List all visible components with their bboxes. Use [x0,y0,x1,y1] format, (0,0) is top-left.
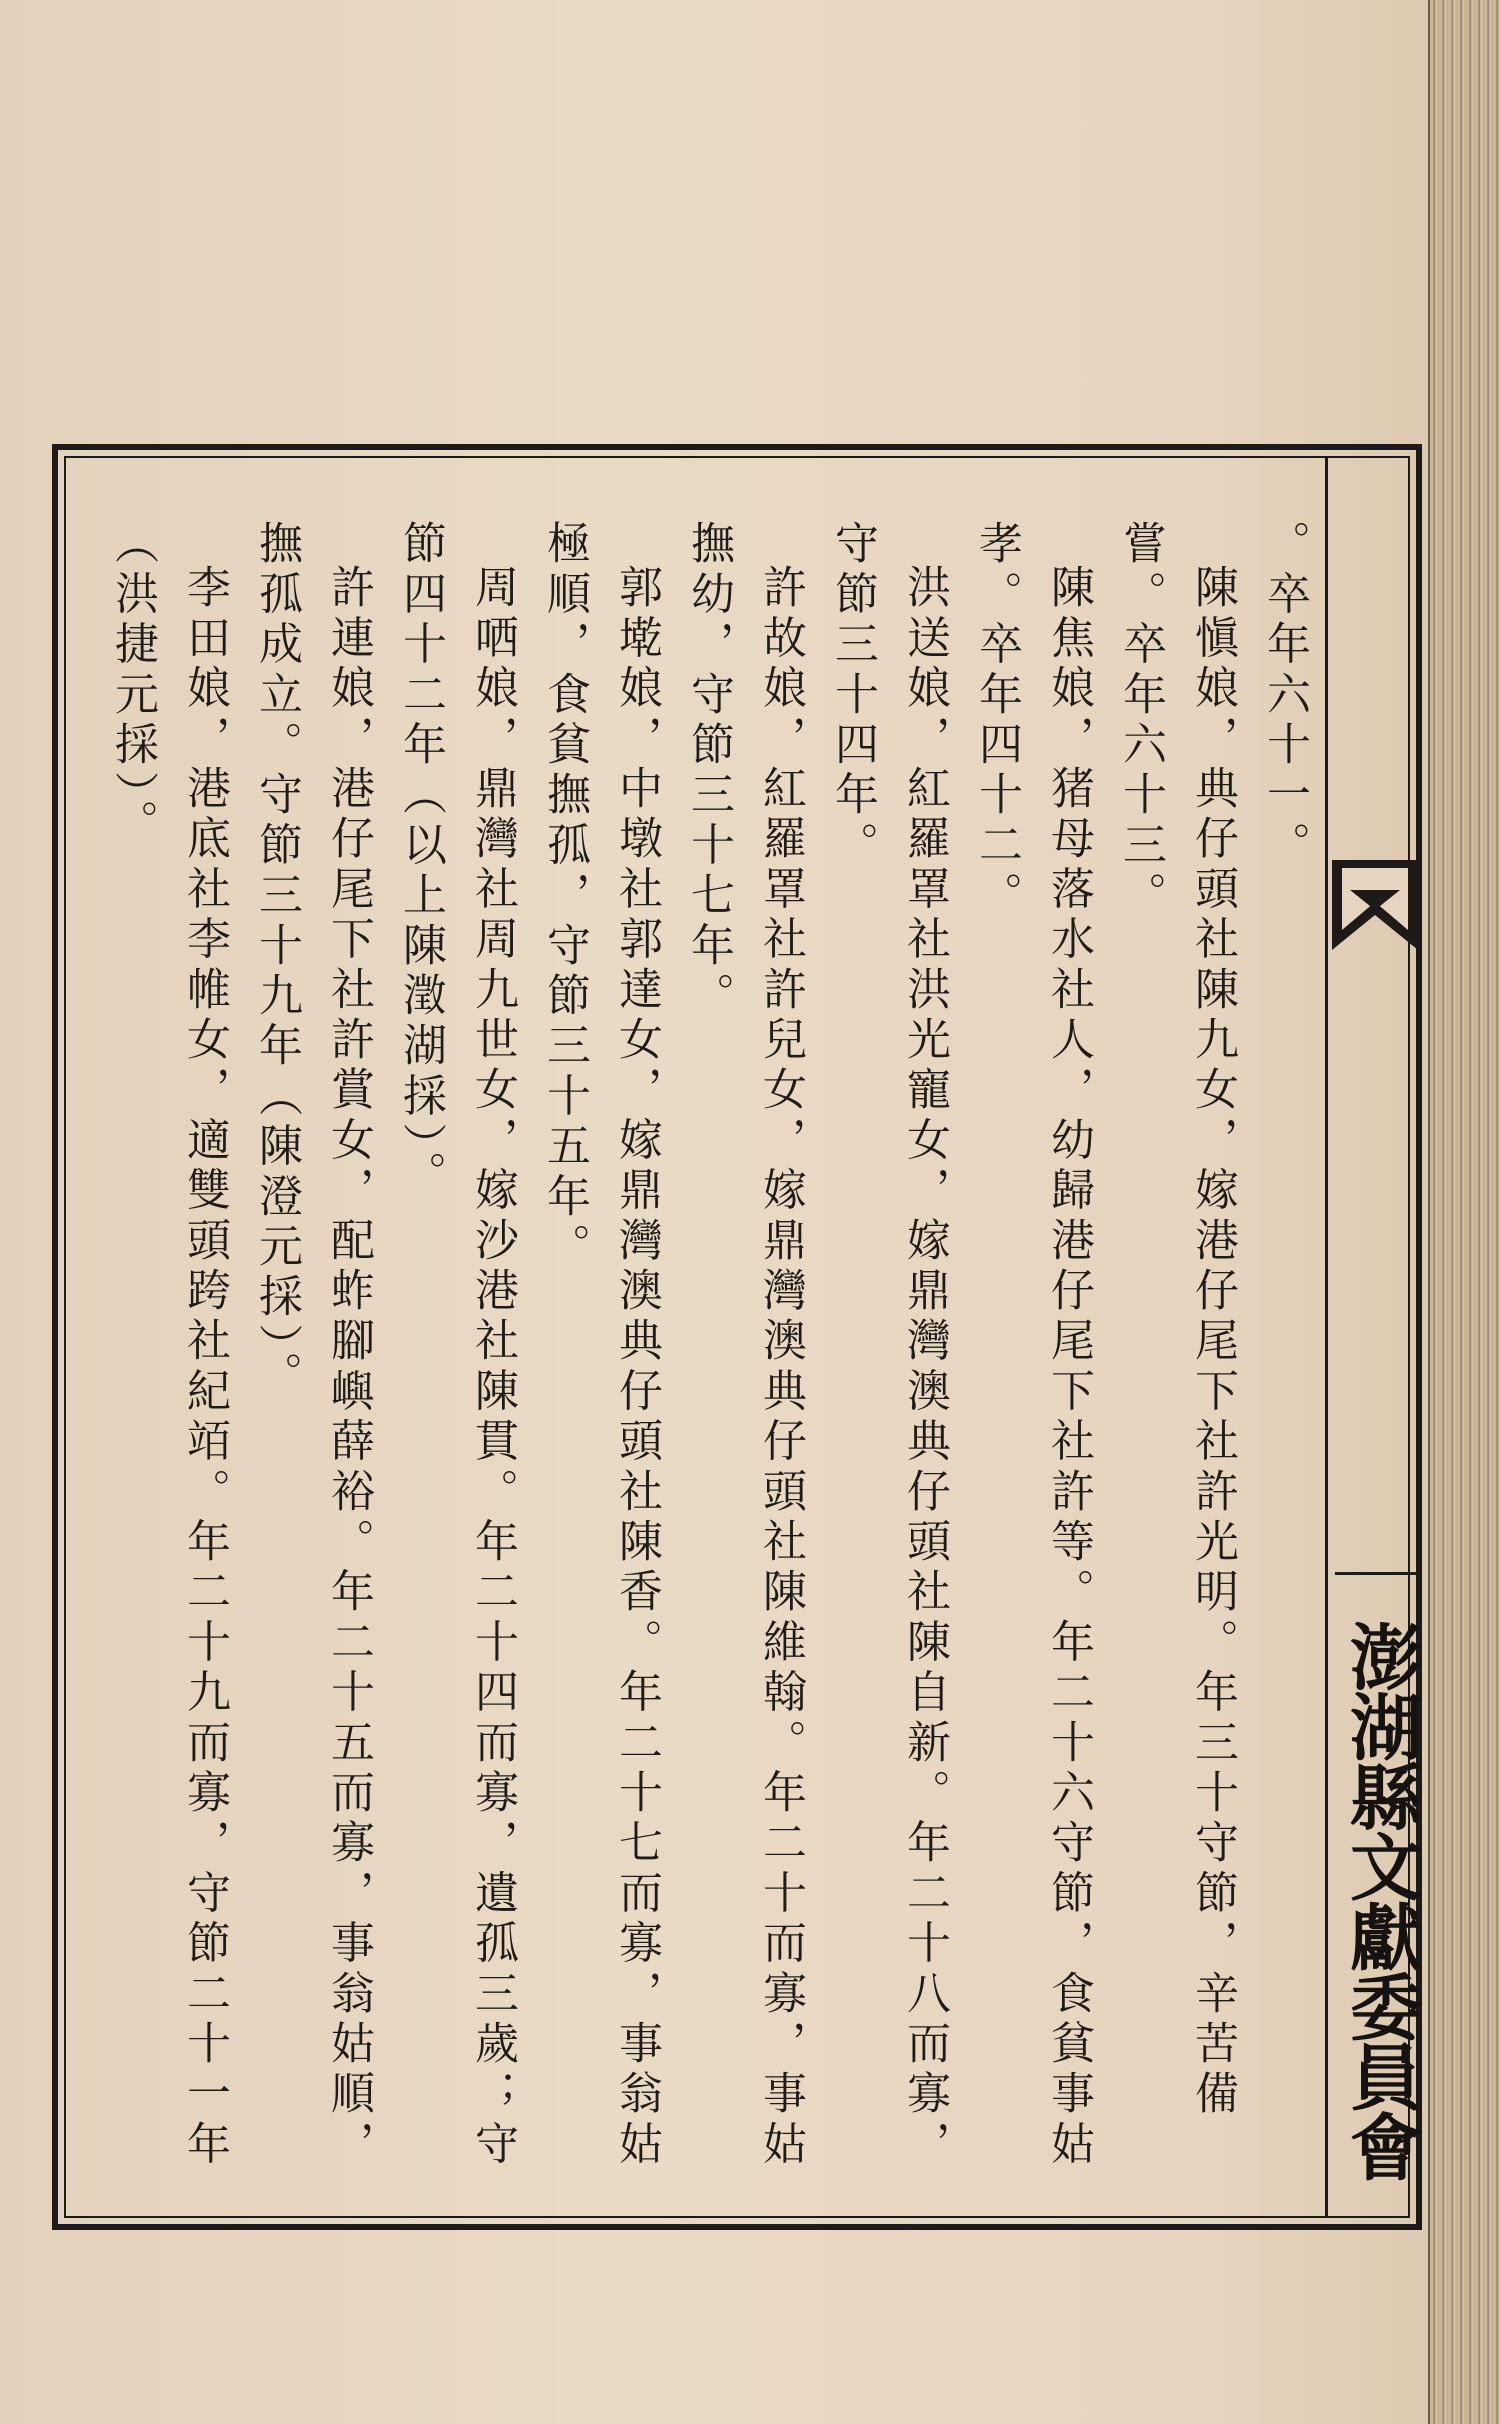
text-paragraph: 洪送娘，紅羅罩社洪光寵女，嫁鼎灣澳典仔頭社陳自新。年二十八而寡，守節三十四年。 [827,520,950,2171]
publisher-title: 澎湖縣文獻委員會 [1338,1620,1423,2180]
column-divider [1325,456,1328,2218]
text-paragraph: 周哂娘，鼎灣社周九世女，嫁沙港社陳貫。年二十四而寡，遺孤三歲；守節四十二年（以上陳澂湖採）。 [395,520,518,2171]
text-paragraph: 許故娘，紅羅罩社許兒女，嫁鼎灣澳典仔頭社陳維翰。年二十而寡，事姑撫幼，守節三十七年。 [683,520,806,2171]
page-edges [1428,0,1500,2424]
side-rule [1335,1572,1420,1575]
text-paragraph: 許連娘，港仔尾下社許賞女，配蚱腳嶼薛裕。年二十五而寡，事翁姑順，撫孤成立。守節三十九年（陳澄元採）。 [251,520,374,2171]
main-text [105,520,1320,2200]
text-paragraph: 陳愼娘，典仔頭社陳九女，嫁港仔尾下社許光明。年三十守節，辛苦備嘗。卒年六十三。 [1115,520,1238,2121]
text-paragraph: 李田娘，港底社李帷女，適雙頭跨社紀竡。年二十九而寡，守節二十一年（洪捷元採）。 [107,520,230,2171]
fish-tail-mark-icon [1332,860,1418,950]
text-paragraph: 。卒年六十一。 [1259,520,1310,872]
text-paragraph: 郭墘娘，中墩社郭達女，嫁鼎灣澳典仔頭社陳香。年二十七而寡，事翁姑極順，食貧撫孤，守節三十五年。 [539,520,662,2171]
text-paragraph: 陳焦娘，猪母落水社人，幼歸港仔尾下社許等。年二十六守節，食貧事姑孝。卒年四十二。 [971,520,1094,2171]
